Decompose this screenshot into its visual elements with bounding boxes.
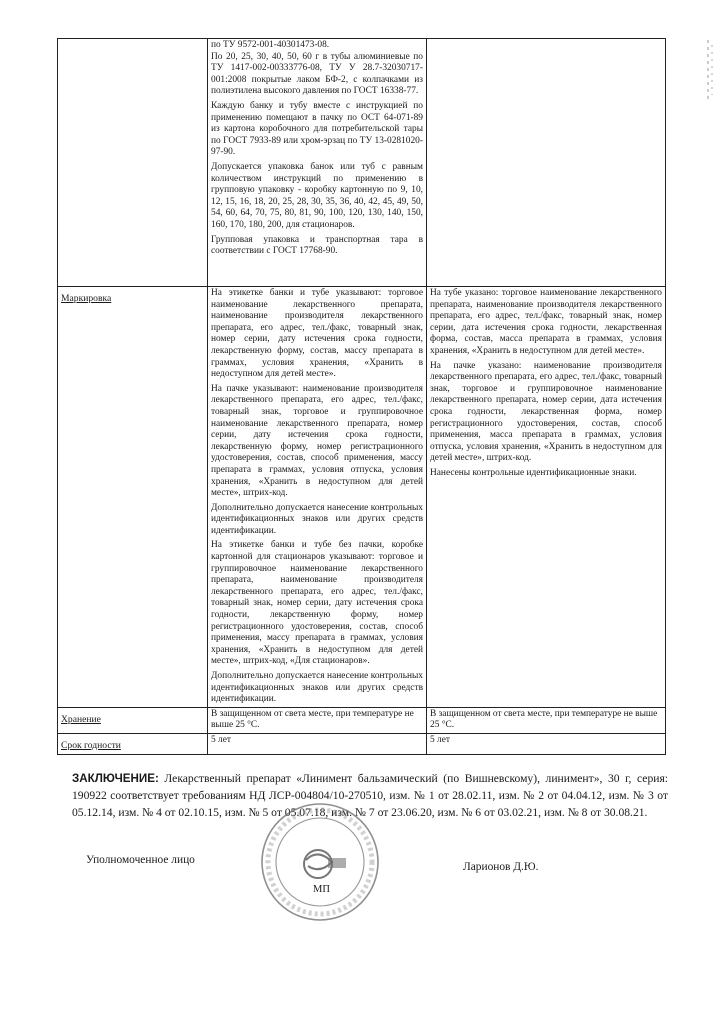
marking-paragraph: На пачке указывают: наименование производителя лекарственного препарата, его адрес, тел./факс, товарный знак, торговое и группировочное наименование лекарственного препарата, номер серии, дату истечения срока годности, лекарственную форму, номер регистрационного удостоверения, состав, способ применения, массу препарата в граммах, условия отпуска, условия хранения, «Хранить в недоступном для детей месте», штрих-код. <box>211 383 423 499</box>
marking-result-paragraph: На пачке указано: наименование производителя лекарственного препарата, его адрес, тел./факс, товарный знак, торговое и группировочное наименование лекарственного препарата, номер серии, дата истечения срока годности, лекарственная форма, номер регистрационного удостоверения, состав, способ применения, масса препарата в граммах, условия отпуска, условия хранения, «Хранить в недоступном для детей месте», штрих-код. <box>430 360 662 464</box>
marking-result-paragraph: Нанесены контрольные идентификационные знаки. <box>430 467 637 478</box>
cell-packaging-result <box>427 39 666 287</box>
packaging-paragraph: По 20, 25, 30, 40, 50, 60 г в тубы алюминиевые по ТУ 1417-002-00333776-08, ТУ У 28.7-32030717-001:2008 покрытые лаком БФ-2, с колпачками из полиэтилена высокого давления по ГОСТ 16338-77. <box>211 51 423 97</box>
marking-paragraph: На этикетке банки и тубе указывают: торговое наименование лекарственного препарата, наименование производителя лекарственного препарата, его адрес, тел./факс, товарный знак, номер серии, дату истечения срока годности, лекарственную форму, состав, массу препарата в граммах, условия хранения, «Хранить в недоступном для детей месте». <box>211 288 423 380</box>
specification-table <box>57 38 666 755</box>
table-row-storage <box>58 707 666 733</box>
binding-edge-marks <box>706 40 714 100</box>
stamp-place-label: МП <box>313 884 330 895</box>
row-label-shelf-life: Срок годности <box>61 739 121 751</box>
cell-label-storage <box>58 707 208 733</box>
cell-label-packaging <box>58 39 208 287</box>
cell-storage-requirement: В защищенном от света месте, при температуре не выше 25 °С. <box>208 707 427 733</box>
marking-paragraph: Дополнительно допускается нанесение контрольных идентификационных знаков или других средств идентификации. <box>211 502 423 536</box>
packaging-paragraph: Групповая упаковка и транспортная тара в соответствии с ГОСТ 17768-90. <box>211 234 423 257</box>
packaging-paragraph: по ТУ 9572-001-40301473-08. <box>211 40 330 50</box>
cell-storage-result: В защищенном от света месте, при температуре не выше 25 °С. <box>427 707 666 733</box>
cell-label-shelf-life <box>58 733 208 754</box>
table-row-marking <box>58 287 666 708</box>
table-row-shelf-life <box>58 733 666 754</box>
row-label-marking: Маркировка <box>61 293 112 304</box>
cell-marking-requirement <box>208 287 427 708</box>
marking-paragraph: Дополнительно допускается нанесение контрольных идентификационных знаков или других средств идентификации. <box>211 671 423 705</box>
packaging-paragraph: Допускается упаковка банок или туб с равным количеством инструкций по применению в групповую упаковку - коробку картонную по 9, 10, 12, 15, 16, 18, 20, 25, 28, 30, 35, 36, 40, 42, 45, 49, 50, 54, 60, 64, 70, 75, 80, 81, 90, 100, 120, 130, 140, 150, 160, 170, 180, 200, для стационаров. <box>211 161 423 230</box>
conclusion-text: Лекарственный препарат «Линимент бальзамический (по Вишневскому), линимент», 30 г, серия: 190922 соответствует требованиям НД ЛСР-004804/10-270510, изм. № 1 от 28.02.11, изм. № 2 от 04.04.12, изм. № 3 от 05.12.14, изм. № 4 от 02.10.15, изм. № 5 от 05.07.18, изм. № 7 от 23.06.20, изм. № 6 от 03.02.21, изм. № 8 от 30.08.21. <box>72 772 668 819</box>
conclusion-heading: ЗАКЛЮЧЕНИЕ: <box>72 772 159 785</box>
marking-paragraph: На этикетке банки и тубе без пачки, коробке картонной для стационаров указывают: торговое и группировочное наименование лекарственного препарата, наименование производителя лекарственного препарата, его адрес, тел./факс, товарный знак, номер серии, дату истечения срока годности, лекарственную форму, номер регистрационного удостоверения, состав, способ применения, массу препарата в граммах, условия хранения, «Хранить в недоступном для детей месте», штрих-код, «Для стационаров». <box>211 540 423 667</box>
cell-shelf-life-result: 5 лет <box>427 733 666 754</box>
packaging-paragraph: Каждую банку и тубу вместе с инструкцией по применению помещают в пачку по ОСТ 64-071-89 из картона коробочного для потребительской тары по ГОСТ 7933-89 или хром-эрзац по ТУ 13-0281020-97-90. <box>211 100 423 158</box>
signatory-role: Уполномоченное лицо <box>86 854 195 866</box>
row-label-storage: Хранение <box>61 713 101 725</box>
signatory-name: Ларионов Д.Ю. <box>463 861 539 873</box>
marking-result-paragraph: На тубе указано: торговое наименование лекарственного препарата, наименование производителя лекарственного препарата, его адрес, тел./факс, товарный знак, номер серии, дата истечения срока годности, лекарственная форма, состав, масса препарата в граммах, условия хранения, «Хранить в недоступном для детей месте». <box>430 288 662 356</box>
round-seal-stamp <box>258 800 383 925</box>
table-row-packaging <box>58 39 666 287</box>
cell-label-marking <box>58 287 208 708</box>
cell-marking-result <box>427 287 666 708</box>
cell-shelf-life-requirement: 5 лет <box>208 733 427 754</box>
cell-packaging-requirement <box>208 39 427 287</box>
